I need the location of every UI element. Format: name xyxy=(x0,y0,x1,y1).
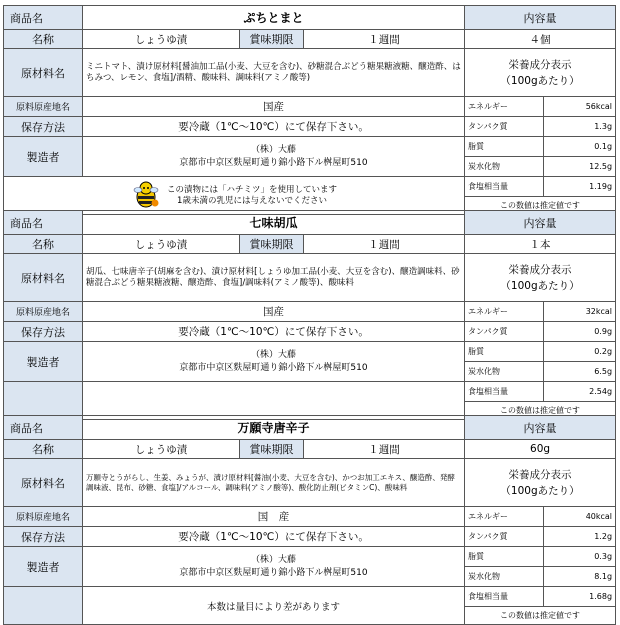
nutrition-title: 栄養成分表示 xyxy=(508,58,572,71)
maker-name: （株）大藤 xyxy=(251,144,297,155)
ingredients-label: 原材料名 xyxy=(4,49,83,97)
salt-label: 食塩相当量 xyxy=(465,382,544,402)
expiry-value: １週間 xyxy=(304,235,465,254)
maker-info xyxy=(83,547,465,587)
nutrition-per: （100gあたり） xyxy=(500,279,580,292)
storage-value: 要冷蔵（1℃～10℃）にて保存下さい。 xyxy=(83,117,465,137)
content-label: 内容量 xyxy=(465,211,616,235)
label-manganji xyxy=(3,415,615,625)
carb-label: 炭水化物 xyxy=(465,157,544,177)
product-title: ぷちとまと xyxy=(83,6,465,30)
content-label: 内容量 xyxy=(465,416,616,440)
estimate-note: この数値は推定値です xyxy=(465,607,616,625)
origin-label: 原料原産地名 xyxy=(4,97,83,117)
energy-value: 32kcal xyxy=(544,302,616,322)
nutrition-title: 栄養成分表示 xyxy=(508,468,572,481)
energy-label: エネルギー xyxy=(465,302,544,322)
energy-label: エネルギー xyxy=(465,507,544,527)
empty-label-cell xyxy=(4,382,83,420)
honey-note xyxy=(4,177,465,215)
storage-label: 保存方法 xyxy=(4,322,83,342)
fat-value: 0.2g xyxy=(544,342,616,362)
carb-value: 6.5g xyxy=(544,362,616,382)
empty-label-cell xyxy=(4,587,83,625)
origin-label: 原料原産地名 xyxy=(4,507,83,527)
maker-address: 京都市中京区麩屋町通り錦小路下ル桝屋町510 xyxy=(179,567,368,578)
label-shichimi-kyuri xyxy=(3,210,615,420)
storage-label: 保存方法 xyxy=(4,527,83,547)
expiry-value: １週間 xyxy=(304,30,465,49)
estimate-note: この数値は推定値です xyxy=(465,402,616,420)
fat-label: 脂質 xyxy=(465,137,544,157)
name-label: 名称 xyxy=(4,235,83,254)
empty-note-cell xyxy=(83,382,465,420)
fat-value: 0.1g xyxy=(544,137,616,157)
storage-value: 要冷蔵（1℃～10℃）にて保存下さい。 xyxy=(83,527,465,547)
nutrition-heading xyxy=(465,254,616,302)
content-label: 内容量 xyxy=(465,6,616,30)
origin-value: 国産 xyxy=(83,97,465,117)
protein-label: タンパク質 xyxy=(465,527,544,547)
protein-value: 1.3g xyxy=(544,117,616,137)
fat-label: 脂質 xyxy=(465,547,544,567)
nutrition-per: （100gあたり） xyxy=(500,74,580,87)
carb-value: 12.5g xyxy=(544,157,616,177)
expiry-label: 賞味期限 xyxy=(240,30,304,49)
fat-value: 0.3g xyxy=(544,547,616,567)
protein-value: 0.9g xyxy=(544,322,616,342)
honey-note-line1: この漬物には「ハチミツ」を使用しています xyxy=(167,184,338,195)
maker-info xyxy=(83,342,465,382)
ingredients-value: 胡瓜、七味唐辛子(胡麻を含む)、漬け原材料[しょうゆ加工品(小麦、大豆を含む)、醸造調味料、砂糖混合ぶどう糖果糖液糖、醸造酢、食塩]/調味料(アミノ酸等)、酸味料 xyxy=(83,254,465,302)
salt-value: 2.54g xyxy=(544,382,616,402)
origin-label: 原料原産地名 xyxy=(4,302,83,322)
carb-label: 炭水化物 xyxy=(465,362,544,382)
honey-note-line2: 1歳未満の乳児には与えないでください xyxy=(177,195,327,206)
maker-label: 製造者 xyxy=(4,547,83,587)
bee-icon xyxy=(131,179,161,213)
storage-label: 保存方法 xyxy=(4,117,83,137)
content-value: ４個 xyxy=(465,30,616,49)
product-label: 商品名 xyxy=(4,211,83,235)
maker-info xyxy=(83,137,465,177)
ingredients-value: ミニトマト、漬け原材料[醤油加工品(小麦、大豆を含む)、砂糖混合ぶどう糖果糖液糖、醸造酢、はちみつ、レモン、食塩]/酒精、酸味料、調味料(アミノ酸等) xyxy=(83,49,465,97)
name-value: しょうゆ漬 xyxy=(83,235,240,254)
carb-label: 炭水化物 xyxy=(465,567,544,587)
fat-label: 脂質 xyxy=(465,342,544,362)
expiry-value: １週間 xyxy=(304,440,465,459)
carb-value: 8.1g xyxy=(544,567,616,587)
expiry-label: 賞味期限 xyxy=(240,235,304,254)
salt-value: 1.19g xyxy=(544,177,616,197)
estimate-note: この数値は推定値です xyxy=(465,197,616,215)
protein-label: タンパク質 xyxy=(465,117,544,137)
content-value: 60g xyxy=(465,440,616,459)
expiry-label: 賞味期限 xyxy=(240,440,304,459)
product-label: 商品名 xyxy=(4,6,83,30)
energy-value: 40kcal xyxy=(544,507,616,527)
ingredients-value: 万願寺とうがらし、生姜、みょうが、漬け原材料[醤油(小麦、大豆を含む)、かつお加工エキス、醸造酢、発酵調味液、昆布、砂糖、食塩]/アルコール、調味料(アミノ酸等)、酸化防止剤(ビタミンC)、酸味料 xyxy=(83,459,465,507)
quantity-note: 本数は量目により差があります xyxy=(83,587,465,625)
name-label: 名称 xyxy=(4,440,83,459)
nutrition-heading xyxy=(465,459,616,507)
product-title: 七味胡瓜 xyxy=(83,211,465,235)
salt-label: 食塩相当量 xyxy=(465,177,544,197)
maker-name: （株）大藤 xyxy=(251,349,297,360)
storage-value: 要冷蔵（1℃～10℃）にて保存下さい。 xyxy=(83,322,465,342)
origin-value: 国 産 xyxy=(83,507,465,527)
maker-address: 京都市中京区麩屋町通り錦小路下ル桝屋町510 xyxy=(179,157,368,168)
name-value: しょうゆ漬 xyxy=(83,30,240,49)
nutrition-heading xyxy=(465,49,616,97)
energy-value: 56kcal xyxy=(544,97,616,117)
protein-value: 1.2g xyxy=(544,527,616,547)
label-ptichomato xyxy=(3,5,615,215)
name-label: 名称 xyxy=(4,30,83,49)
product-title: 万願寺唐辛子 xyxy=(83,416,465,440)
name-value: しょうゆ漬 xyxy=(83,440,240,459)
protein-label: タンパク質 xyxy=(465,322,544,342)
maker-label: 製造者 xyxy=(4,342,83,382)
ingredients-label: 原材料名 xyxy=(4,254,83,302)
maker-address: 京都市中京区麩屋町通り錦小路下ル桝屋町510 xyxy=(179,362,368,373)
origin-value: 国産 xyxy=(83,302,465,322)
nutrition-per: （100gあたり） xyxy=(500,484,580,497)
energy-label: エネルギー xyxy=(465,97,544,117)
product-label: 商品名 xyxy=(4,416,83,440)
ingredients-label: 原材料名 xyxy=(4,459,83,507)
maker-name: （株）大藤 xyxy=(251,554,297,565)
salt-label: 食塩相当量 xyxy=(465,587,544,607)
content-value: １本 xyxy=(465,235,616,254)
nutrition-title: 栄養成分表示 xyxy=(508,263,572,276)
maker-label: 製造者 xyxy=(4,137,83,177)
salt-value: 1.68g xyxy=(544,587,616,607)
